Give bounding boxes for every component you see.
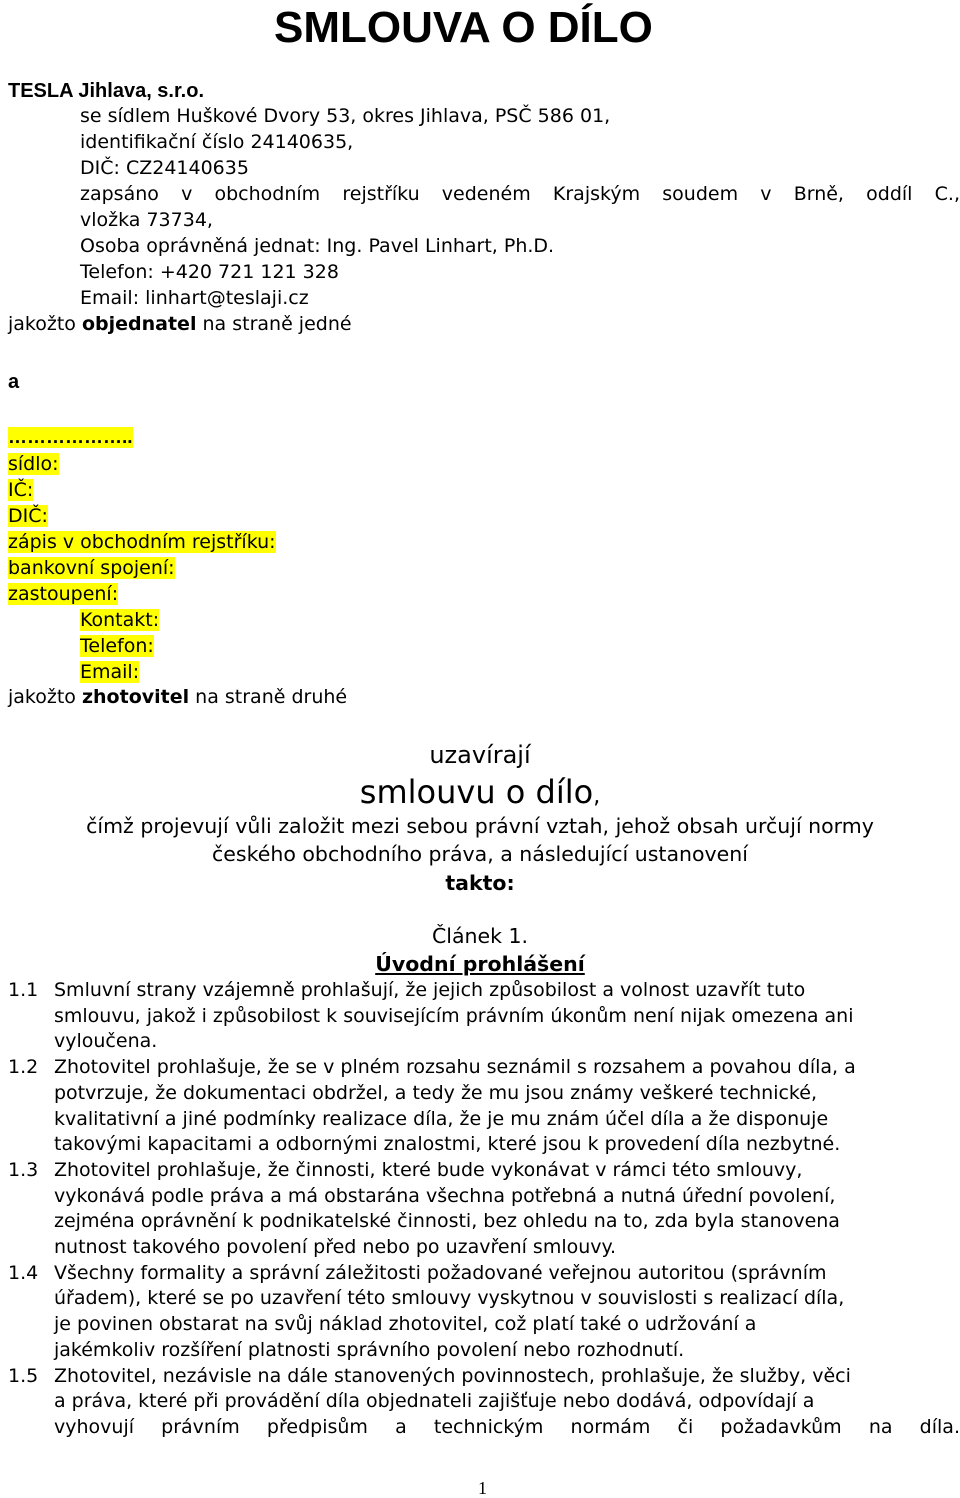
contractor-placeholder (8, 425, 133, 451)
clause-line: Zhotovitel, nezávisle na dále stanovených povinnostech, prohlašuje, že služby, věci (54, 1364, 851, 1387)
customer-registry-insert: vložka 73734, (80, 209, 213, 231)
intro-object-comma: , (593, 784, 601, 809)
clause-line: vykonává podle práva a má obstarána všechna potřebná a nutná úřední povolení, (54, 1184, 836, 1207)
contractor-role-label: zhotovitel (81, 686, 190, 708)
clause-number: 1.1 (8, 979, 39, 1001)
customer-role-label: objednatel (81, 313, 197, 335)
clause-number: 1.2 (8, 1056, 39, 1079)
contractor-email: Email: (80, 661, 140, 683)
clause-line: potvrzuje, že dokumentaci obdržel, a tedy že mu jsou známy veškeré technické, (54, 1081, 817, 1104)
customer-vat: DIČ: CZ24140635 (80, 157, 249, 179)
intro-line-2: českého obchodního práva, a následující ustanovení (212, 842, 748, 866)
contractor-name-placeholder: ……………….. (8, 427, 133, 448)
contractor-role (8, 684, 347, 710)
contractor-role-suffix: na straně druhé (189, 686, 348, 708)
customer-id: identifikační číslo 24140635, (80, 131, 354, 153)
intro-verb: uzavírají (429, 741, 531, 769)
clause-line: vyhovují právním předpisům a technickým normám či požadavkům na díla. (54, 1415, 960, 1438)
customer-name: TESLA Jihlava, s.r.o. (8, 80, 204, 102)
customer-role-prefix: jakožto (8, 313, 82, 335)
clause-line: smlouvu, jakož i způsobilost k souvisejícím právním úkonům není nijak omezena ani (54, 1004, 854, 1027)
clause-line: nutnost takového povolení před nebo po uzavření smlouvy. (54, 1236, 617, 1258)
clause-number: 1.5 (8, 1364, 39, 1387)
contractor-phone: Telefon: (80, 635, 154, 657)
page-number: 1 (478, 1478, 487, 1498)
clause-number: 1.3 (8, 1158, 39, 1181)
customer-email: Email: linhart@teslaji.cz (80, 287, 309, 309)
customer-representative: Osoba oprávněná jednat: Ing. Pavel Linhart, Ph.D. (80, 235, 555, 257)
contractor-field-vat: DIČ: (8, 505, 48, 527)
clause-line: zejména oprávnění k podnikatelské činnosti, bez ohledu na to, zda byla stanovena (54, 1210, 840, 1233)
contractor-field-seat: sídlo: (8, 453, 59, 475)
customer-phone: Telefon: +420 721 121 328 (80, 261, 339, 283)
clause-line: takovými kapacitami a odbornými znalostmi, které jsou k provedení díla nezbytné. (54, 1133, 841, 1156)
intro-line-1: čímž projevují vůli založit mezi sebou právní vztah, jehož obsah určují normy (86, 814, 874, 838)
contractor-field-bank: bankovní spojení: (8, 557, 175, 579)
clause-line: vyloučena. (54, 1030, 158, 1053)
customer-registry: zapsáno v obchodním rejstříku vedeném Krajským soudem v Brně, oddíl C., (80, 183, 960, 205)
document-title: SMLOUVA O DÍLO (274, 3, 653, 52)
clause-line: kvalitativní a jiné podmínky realizace díla, že je mu znám účel díla a že disponuje (54, 1107, 829, 1130)
contractor-role-prefix: jakožto (8, 686, 82, 708)
article-number: Článek 1. (431, 924, 529, 948)
intro-takto: takto: (445, 871, 515, 895)
customer-role-suffix: na straně jedné (196, 313, 352, 335)
clause-number: 1.4 (8, 1261, 39, 1284)
intro-object-text: smlouvu o dílo (359, 773, 594, 811)
clause-line: Smluvní strany vzájemně prohlašují, že jejich způsobilost a volnost uzavřít tuto (54, 979, 806, 1001)
contractor-field-registry: zápis v obchodním rejstříku: (8, 531, 276, 553)
customer-role (8, 311, 352, 337)
customer-address: se sídlem Huškové Dvory 53, okres Jihlava, PSČ 586 01, (80, 105, 611, 127)
contractor-field-id: IČ: (8, 479, 34, 501)
contractor-contact: Kontakt: (80, 609, 160, 631)
clause-line: úřadem), které se po uzavření této smlouvy vyskytnou v souvislosti s realizací díla, (54, 1287, 845, 1310)
clause-line: a práva, které při provádění díla objednateli zajišťuje nebo dodává, odpovídají a (54, 1390, 815, 1413)
contractor-field-representation: zastoupení: (8, 583, 119, 605)
clause-line: je povinen obstarat na svůj náklad zhotovitel, což platí také o udržování a (54, 1313, 757, 1336)
clause-line: jakémkoliv rozšíření platnosti správního povolení nebo rozhodnutí. (54, 1338, 685, 1361)
intro-object (0, 772, 960, 817)
article-title: Úvodní prohlášení (375, 952, 585, 976)
clause-line: Zhotovitel prohlašuje, že se v plném rozsahu seznámil s rozsahem a povahou díla, a (54, 1056, 856, 1079)
conjunction: a (8, 371, 20, 393)
clause-line: Zhotovitel prohlašuje, že činnosti, které bude vykonávat v rámci této smlouvy, (54, 1158, 803, 1181)
clause-line: Všechny formality a správní záležitosti požadované veřejnou autoritou (správním (54, 1261, 827, 1284)
